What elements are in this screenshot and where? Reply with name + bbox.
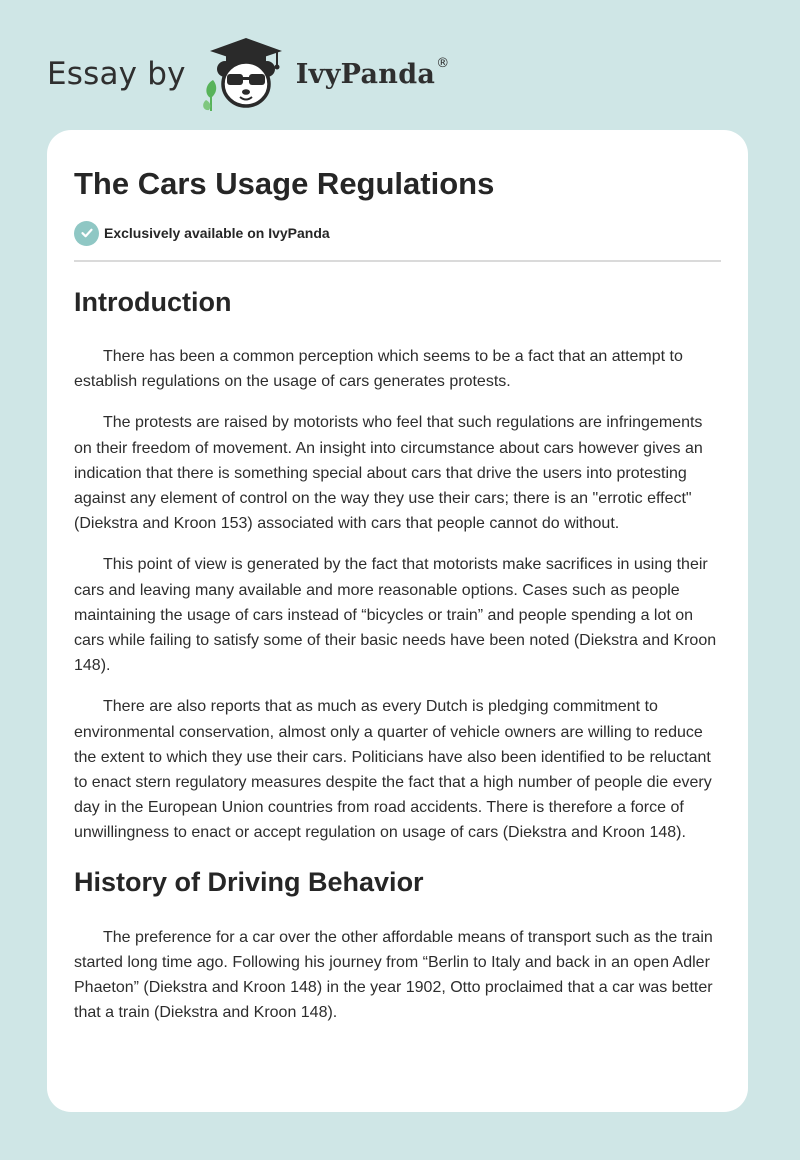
check-circle-icon <box>74 221 99 246</box>
essay-by-label: Essay by <box>47 56 186 92</box>
paragraph: The protests are raised by motorists who feel that such regulations are infringements on their freedom of movement. An insight into circumstance about cars however gives an indication that there is something special about cars that drive the users into protesting against any element of control on the way they use their cars; there is an "errotic effect" (Diekstra and Kroon 153) associated with cars that people cannot do without. <box>74 414 703 533</box>
essay-card <box>47 130 748 1112</box>
availability-text: Exclusively available on IvyPanda <box>104 225 330 241</box>
paragraph: The preference for a car over the other affordable means of transport such as the train started long time ago. Following his journey from “Berlin to Italy and back in an open Adler Phaeton” (Diekstra and Kroon 148) in the year 1902, Otto proclaimed that a car was better that a train (Diekstra and Kroon 148). <box>74 928 713 1022</box>
page-title: The Cars Usage Regulations <box>74 166 495 201</box>
paragraph: There are also reports that as much as every Dutch is pledging commitment to environmental conservation, almost only a quarter of vehicle owners are willing to reduce the extent to which they use their cars. Politicians have also been identified to be reluctant to enact stern regulatory measures despite the fact that a high number of people die every day in the European Union countries from road accidents. There is therefore a force of unwillingness to enact or accept regulation on usage of cars (Diekstra and Kroon 148). <box>74 698 712 842</box>
site-header <box>47 34 449 114</box>
paragraph: This point of view is generated by the fact that motorists make sacrifices in using their cars and leaving many available and more reasonable options. Cases such as people maintaining the usage of cars instead of “bicycles or train” and people spending a lot on cars while failing to satisfy some of their basic needs have been noted (Diekstra and Kroon 148). <box>74 556 717 675</box>
panda-graduate-logo-icon[interactable] <box>200 36 292 112</box>
brand-name[interactable]: IvyPanda <box>295 58 436 90</box>
section-heading-introduction: Introduction <box>74 287 232 317</box>
registered-mark: ® <box>436 55 450 71</box>
availability-badge <box>74 220 721 246</box>
section-heading-history: History of Driving Behavior <box>74 866 424 897</box>
divider <box>74 260 721 262</box>
paragraph: There has been a common perception which seems to be a fact that an attempt to establish regulations on the usage of cars generates protests. <box>74 348 683 391</box>
